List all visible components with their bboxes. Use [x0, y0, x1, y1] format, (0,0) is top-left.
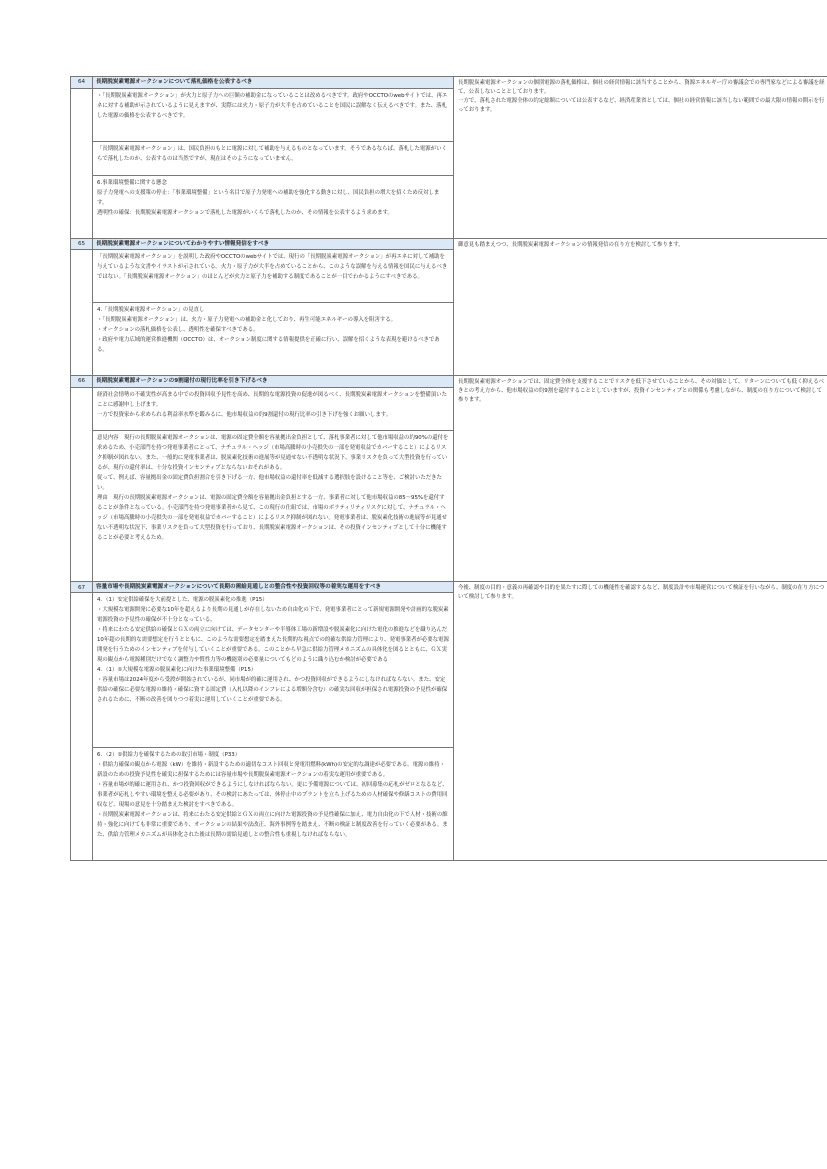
response-cell: 御意見も踏まえつつ、長期脱炭素電源オークションの情報発信の在り方を検討して参ります。 — [454, 238, 827, 376]
opinion-cell: ・「長期脱炭素電源オークション」が火力と原子力への巨額の補助金になっていることは改めるべきです。政府やOCCTOのwebサイトでは、再エネに対する補助が示されているように見えますが、実際には火力・原子力が大半を占めていることを国民に誤解なく伝えるべきです。また、落札した電源の価格を公表するべきです。 — [93, 88, 454, 141]
response-cell: 長期脱炭素電源オークションの個別電源の落札価格は、個社の経営情報に該当することから、資源エネルギー庁の審議会での専門家などによる審議を経て、公表しないこととしております。 一方で、落札された電源全体の約定総額については公表するなど、経済産業省としては、個社の経営情報に該当しない範囲での最大限の情報の開示を行っております。 — [454, 77, 827, 239]
number-spacer — [71, 387, 93, 581]
number-spacer — [71, 88, 93, 238]
opinion-cell: 意見内容 現行の長期脱炭素電源オークションは、電源の固定費全額を容量拠出金負担として、落札事業者に対して他市場収益の約90%の還付を求めるため、小売部門を持つ発電事業者にとって、ナチュラル・ヘッジ（市場高騰時の小売損失の一部を発電収益でカバーすること）によるリスク抑制が図れない。また、一般的に発電事業者は、脱炭素化技術の進展等が見通せない不透明な状況下、事業リスクを負って大型投資を行っているが、現行の還付率は、十分な投資インセンティブとならないおそれがある。 従って、例えば、容量拠出金の固定費負担割合を引き下げる一方、他市場収益の還付率を低減する選択肢を設けること等を、ご検討いただきたい。 理由 現行の長期脱炭素電源オークションは、電源の固定費全額を容量拠出金負担とする一方、事業者に対して他市場収益の85～95%を還付することが条件となっている。小売部門を持つ発電事業者から見て、この現行の仕組では、市場のボラティリティリスクに対して、ナチュラル・ヘッジ（市場高騰時の小売損失の一部を発電収益でカバーすること）によるリスク抑制が図れない。発電事業者は、脱炭素化技術の進展等が見通せない不透明な状況下、事業リスクを負って大型投資を行っており、長期脱炭素電源オークションは、その投資インセンティブとして十分に機能することが必要と考えるため。 — [93, 430, 454, 581]
item-number: 64 — [71, 77, 93, 89]
response-cell: 今後、制度の目的・意義の再確認や目的を果たすに際しての機能性を確認するなど、制度設計や市場運営について検証を行いながら、制度の在り方について検討して参ります。 — [454, 581, 827, 861]
item-number: 65 — [71, 238, 93, 250]
item-header-row — [71, 376, 827, 388]
opinion-table — [70, 76, 827, 861]
opinion-cell: 「長期脱炭素電源オークション」を説明した政府やOCCTOのwebサイトでは、現行の「長期脱炭素電源オークション」が再エネに対して補助を与えているような文書やイラストが示されている。火力・原子力が大半を占めていることから、このような誤解を与える情報を国民に与えるべきではない。「長期脱炭素電源オークション」のほとんどが火力と原子力を補助する制度であることが一目でわかるようにすべきである。 — [93, 250, 454, 303]
item-header-row — [71, 238, 827, 250]
number-spacer — [71, 593, 93, 861]
opinion-cell: 「長期脱炭素電源オークション」は、国民負担のもとに電源に対して補助を与えるものとなっています。そうであるならば、落札した電源がいくらで落札したのか、公表するのは当然ですが、現在はそのようになっていません。 — [93, 141, 454, 175]
opinion-cell: 6．（2）①供給力を確保するための取引市場・制度（P33） ・供給力確保の観点から電源（kW）を維持・新設するための適切なコスト回収と発電用燃料(kWh)の安定的な調達が必要である。電源の維持・新設のための投資予見性を確実に担保するためには容量市場や長期脱炭素電源オークションの着実な運用が重要である。 ・容量市場が的確に運用され、かつ投資回収ができるようにしなければならない。更に予備電源については、初回募集の応札がゼロとなるなど、事業者が応札しやすい環境を整える必要があり、その検討にあたっては、休停止中のプラントを立ち上げるための人材確保や修繕コストの費用回収など、現場の意見を十分踏まえた検討をすべきである。 ・長期脱炭素電源オークションは、将来にわたる安定供給とＧＸの両立に向けた電源投資の予見性確保に加え、電力自由化の下で人材・技術の維持・強化に向けても非常に重要であり、オークションの結果や法改正、海外事例等を踏まえ、不断の検証と制度改善を行っていく必要がある。また、供給力管理メカニズムが具体化された後は長期の需給見通しとの整合性も重視しなければならない。 — [93, 748, 454, 861]
opinion-response-sheet — [70, 76, 827, 861]
opinion-cell: 4．（1）安定供給確保を大前提とした、電源の脱炭素化の推進（P15） ・大規模な電源開発に必要な10年を超えるより長期の見通しが存在しないため自由化の下で、発電事業者にとって新規電源開発や計画的な脱炭素電源投資の予見性の確保が不十分となっている。 ・将来にわたる安定供給の確保とＧＸの両立に向けては、データセンターや半導体工場の新増設や脱炭素化に向けた電化の推進などを織り込んだ10年超の長期的な需要想定を行うとともに、このような需要想定を踏まえた長期的な視点での的確な供給力管理により、発電事業者が必要な電源開発を行うためのインセンティブを付与していくことが重要である。このことから早急に供給力管理メカニズムの具体化を図るとともに、ＧＸ実現の観点から電源種別だけでなく調整力や慣性力等の機能別の必要量についてもどのように織り込むか検討が必要である 4．（1）①大規模な電源の脱炭素化に向けた事業環境整備（P15） ・容量市場は2024年度から受渡が開始されているが、同市場が的確に運用され、かつ投資回収ができるようにしなければならない。また、安定供給の確保に必要な電源の維持・確保に資する固定費（入札以降のインフレによる増額分含む）の確実な回収が担保され電源投資の予見性が確保されるために、不断の改善を図りつつ着実に運用していくことが重要である。 — [93, 593, 454, 748]
number-spacer — [71, 250, 93, 376]
opinion-cell: 4.「長期脱炭素電源オークション」の見直し ・「長期脱炭素電源オークション」は、火力・原子力発電への補助金と化しており、再生可能エネルギーの導入を阻害する。 ・オークションの落札価格を公表し、透明性を確保すべきである。 ・政府や電力広域的運営推進機関（OCCTO）は、オークション制度に関する情報提供を正確に行い、誤解を招くような表現を避けるべきである。 — [93, 303, 454, 376]
item-title: 長期脱炭素電源オークションについてわかりやすい情報発信をすべき — [93, 238, 454, 250]
response-cell: 長期脱炭素電源オークションでは、固定費全体を支援することでリスクを低下させていることから、その対価として、リターンについても低く抑えるべきとの考え方から、他市場収益の約9割を還付することとしていますが、投資インセンティブとの関係も考慮しながら、制度の在り方について検討して参ります。 — [454, 376, 827, 582]
opinion-cell: 6.事業環境整備に関する懸念 原子力発電への支援策の停止：「事業環境整備」という名目で原子力発電への補助を強化する動きに対し、国民負担の増大を招くため反対します。 透明性の確保：長期脱炭素電源オークションで落札した電源がいくらで落札したのか、その情報を公表するよう求めます。 — [93, 175, 454, 238]
item-number: 66 — [71, 376, 93, 388]
item-title: 長期脱炭素電源オークションの9割還付の現行比率を引き下げるべき — [93, 376, 454, 388]
opinion-cell: 経済社会情勢の不確実性が高まる中での投資回収予見性を高め、長期的な電源投資の促進が図るべく、長期脱炭素電源オークションを整備頂いたことに感謝申し上げます。 一方で投資家から求められる利益率水準を鑑みるに、他市場収益の約9割還付の現行比率の引き下げを強くお願いします。 — [93, 387, 454, 430]
item-header-row — [71, 581, 827, 593]
item-number: 67 — [71, 581, 93, 593]
item-header-row — [71, 77, 827, 89]
item-title: 長期脱炭素電源オークションについて落札価格を公表するべき — [93, 77, 454, 89]
item-title: 容量市場や長期脱炭素電源オークションについて長期の需給見通しとの整合性や投資回収等の着実な運用をすべき — [93, 581, 454, 593]
